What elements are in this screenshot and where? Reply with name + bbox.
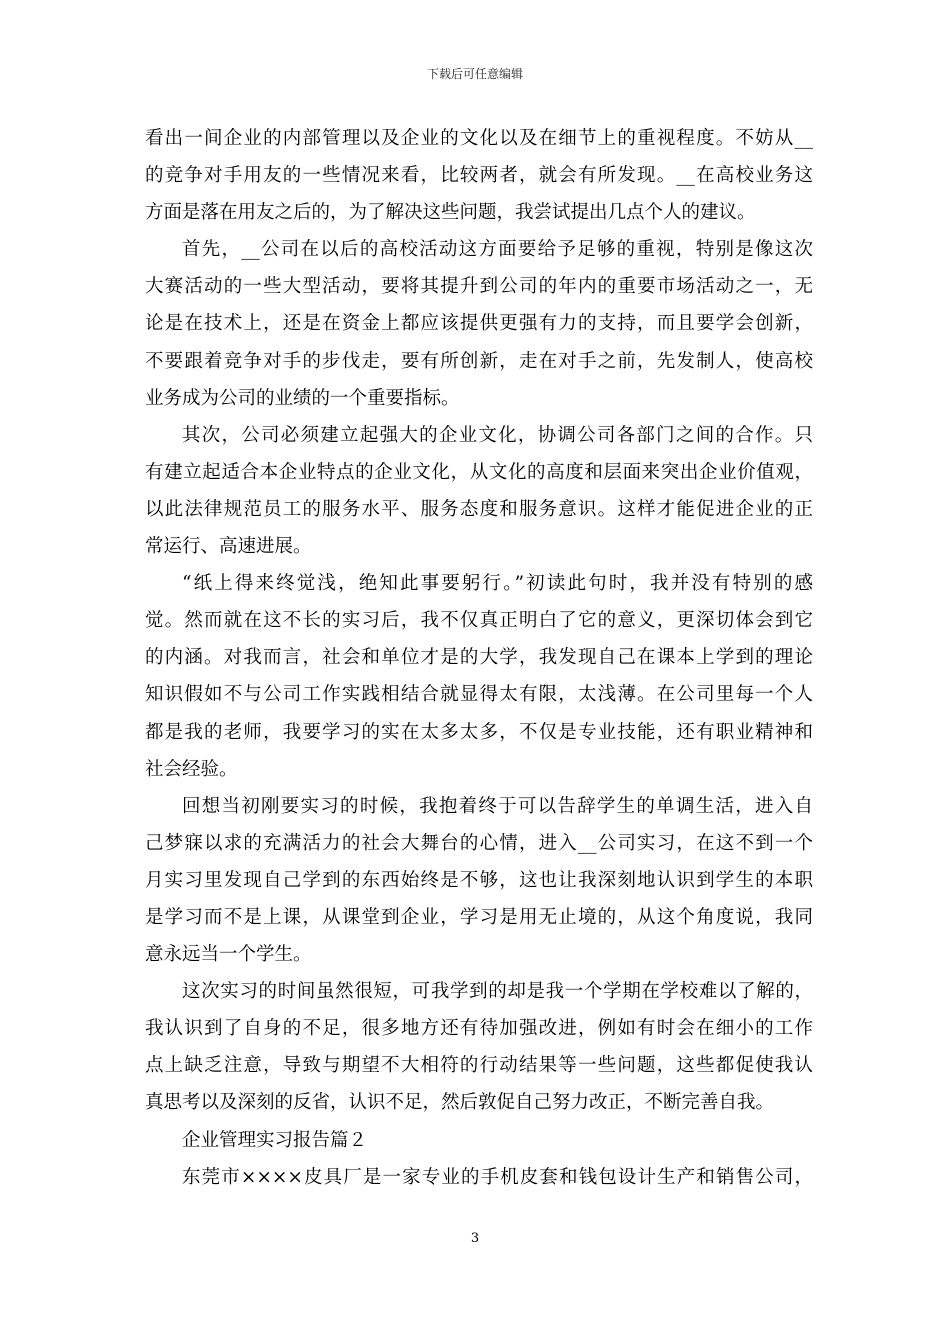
text-line: 都是我的老师，我要学习的实在太多太多，不仅是专业技能，还有职业精神和 [145,721,813,743]
text-line: 东莞市××××皮具厂是一家专业的手机皮套和钱包设计生产和销售公司， [182,1166,813,1188]
text-line: 方面是落在用友之后的，为了解决这些问题，我尝试提出几点个人的建议。 [145,202,756,224]
text-line: 的内涵。对我而言，社会和单位才是的大学，我发现自己在课本上学到的理论 [145,647,813,669]
text-line: 其次，公司必须建立起强大的企业文化，协调公司各部门之间的合作。只 [182,424,813,446]
text-line: 回想当初刚要实习的时候，我抱着终于可以告辞学生的单调生活，进入自 [182,795,813,817]
text-line: 知识假如不与公司工作实践相结合就显得太有限，太浅薄。在公司里每一个人 [145,684,813,706]
text-line: 真思考以及深刻的反省，认识不足，然后敦促自己努力改正，不断完善自我。 [145,1092,775,1114]
text-line: 不要跟着竞争对手的步伐走，要有所创新，走在对手之前，先发制人，使高校 [145,350,813,372]
text-line: 点上缺乏注意，导致与期望不大相符的行动结果等一些问题，这些都促使我认 [145,1055,813,1077]
text-line: 这次实习的时间虽然很短，可我学到的却是我一个学期在学校难以了解的， [182,981,813,1003]
text-line: 常运行、高速进展。 [145,536,312,558]
text-line: 月实习里发现自己学到的东西始终是不够，这也让我深刻地认识到学生的本职 [145,869,813,891]
text-line: 己梦寐以求的充满活力的社会大舞台的心情，进入__公司实习，在这不到一个 [145,832,813,854]
text-line: 意永远当一个学生。 [145,944,312,966]
text-line: 以此法律规范员工的服务水平、服务态度和服务意识。这样才能促进企业的正 [145,498,813,520]
text-line: 看出一间企业的内部管理以及企业的文化以及在细节上的重视程度。不妨从__ [145,128,813,149]
text-line: 有建立起适合本企业特点的企业文化，从文化的高度和层面来突出企业价值观， [145,461,813,483]
text-line: “纸上得来终觉浅，绝知此事要躬行。”初读此句时，我并没有特别的感 [182,573,813,595]
text-line: 是学习而不是上课，从课堂到企业，学习是用无止境的，从这个角度说，我同 [145,906,813,928]
text-line: 大赛活动的一些大型活动，要将其提升到公司的年内的重要市场活动之一，无 [145,276,813,298]
text-line: 觉。然而就在这不长的实习后，我不仅真正明白了它的意义，更深切体会到它 [145,610,813,632]
text-line: 的竞争对手用友的一些情况来看，比较两者，就会有所发现。__在高校业务这 [145,165,813,187]
text-line: 论是在技术上，还是在资金上都应该提供更强有力的支持，而且要学会创新， [145,313,813,335]
document-body [145,120,813,1196]
text-line: 我认识到了自身的不足，很多地方还有待加强改进，例如有时会在细小的工作 [145,1018,813,1040]
text-line: 业务成为公司的业绩的一个重要指标。 [145,387,460,409]
page-number: 3 [470,1231,480,1246]
page-header: 下载后可任意编辑 [426,67,523,81]
text-line: 企业管理实习报告篇２ [182,1129,368,1151]
text-line: 社会经验。 [145,758,238,780]
text-line: 首先，__公司在以后的高校活动这方面要给予足够的重视，特别是像这次 [182,239,813,261]
